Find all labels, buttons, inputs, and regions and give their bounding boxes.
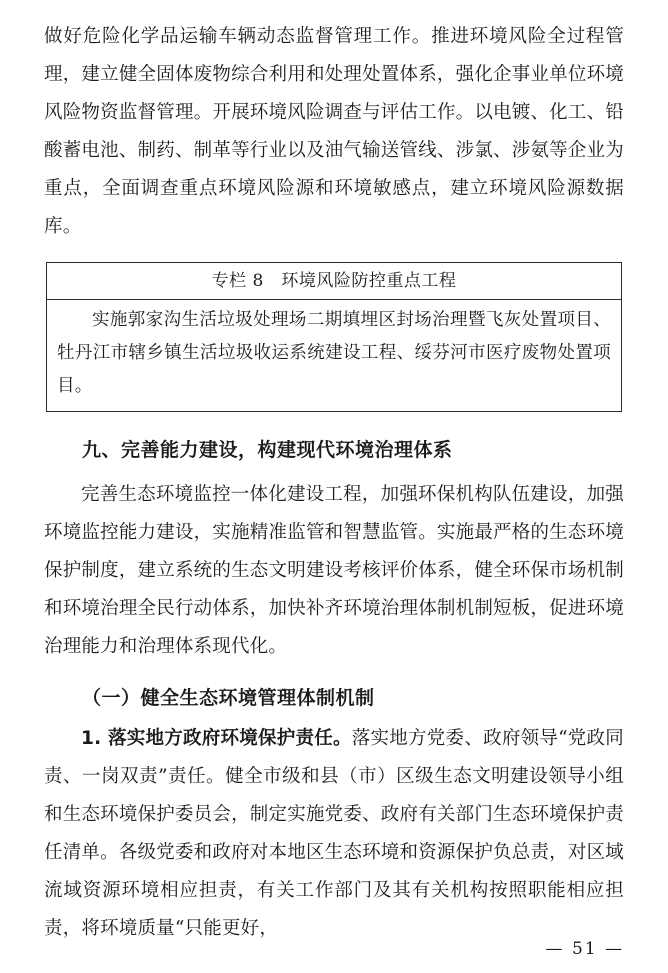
item-1-run-in-title: 1. 落实地方政府环境保护责任。 (81, 728, 352, 749)
callout-box-text: 实施郭家沟生活垃圾处理场二期填埋区封场治理暨飞灰处置项目、牡丹江市辖乡镇生活垃圾收运系统建设工程、绥芬河市医疗废物处置项目。 (57, 310, 611, 396)
paragraph-item-1 (44, 720, 624, 948)
paragraph-risk-control: 做好危险化学品运输车辆动态监督管理工作。推进环境风险全过程管理，建立健全固体废物综合利用和处理处置体系，强化企事业单位环境风险物资监督管理。开展环境风险调查与评估工作。以电镀、化工、铅酸蓄电池、制药、制革等行业以及油气输送管线、涉氯、涉氨等企业为重点，全面调查重点环境风险源和环境敏感点，建立环境风险源数据库。 (44, 26, 624, 237)
section-heading-nine: 九、完善能力建设，构建现代环境治理体系 (82, 439, 453, 461)
page-number: — 51 — (545, 939, 624, 959)
subsection-heading-one: （一）健全生态环境管理体制机制 (82, 687, 375, 709)
paragraph-capacity-building: 完善生态环境监控一体化建设工程，加强环保机构队伍建设，加强环境监控能力建设，实施精准监管和智慧监管。实施最严格的生态环境保护制度，建立系统的生态文明建设考核评价体系，健全环保市场机制和环境治理全民行动体系，加快补齐环境治理体制机制短板，促进环境治理能力和治理体系现代化。 (44, 484, 624, 657)
callout-box-body (47, 300, 621, 411)
item-1-text: 落实地方党委、政府领导“党政同责、一岗双责”责任。健全市级和县（市）区级生态文明建设领导小组和生态环境保护委员会，制定实施党委、政府有关部门生态环境保护责任清单。各级党委和政府对本地区生态环境和资源保护负总责，对区域流域资源环境相应担责，有关工作部门及其有关机构按照职能相应担责，将环境质量“只能更好， (44, 728, 624, 939)
callout-box-column-8 (46, 262, 622, 412)
callout-box-title: 专栏 8 环境风险防控重点工程 (47, 263, 621, 300)
